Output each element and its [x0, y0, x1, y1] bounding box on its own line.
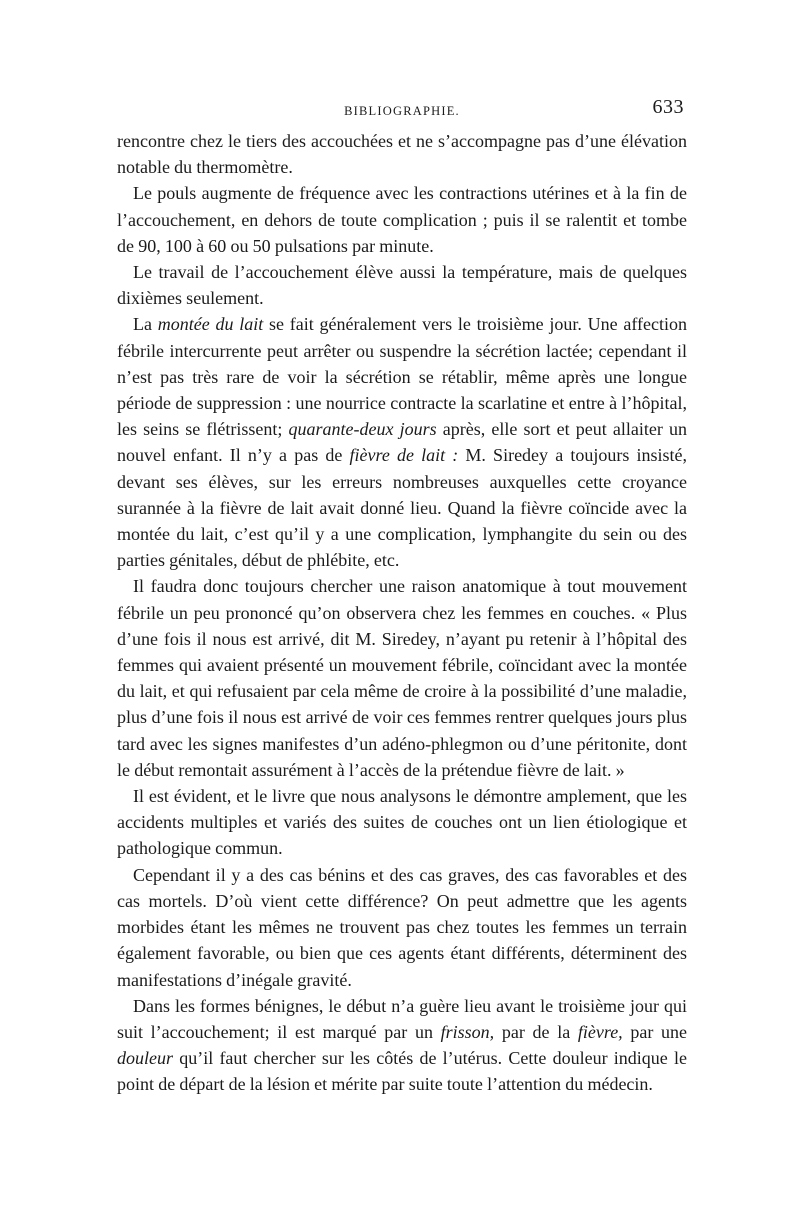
paragraph-labor-temperature	[117, 259, 687, 311]
italic-run: fièvre,	[577, 1021, 623, 1042]
text-run: M. Siredey a toujours insisté, devant ses élèves, sur les erreurs nombreuses auxquelles cette croyance surannée à la fièvre de lait avait donné lieu. Quand la fièvre coïncide avec la montée du lait, c’est qu’il y a une complication, lymphangite du sein ou des parties génitales, début de phlébite, etc.	[117, 445, 687, 571]
paragraph-continuation	[117, 128, 687, 180]
body-text	[117, 128, 687, 1098]
text-run: par une	[622, 1021, 688, 1042]
paragraph-febrile-movement	[117, 573, 687, 783]
paragraph-benign-forms	[117, 993, 687, 1098]
page-number: 633	[652, 96, 684, 118]
text-run: après, elle sort et peut allaiter un nouvel enfant. Il n’y a pas de	[117, 419, 687, 466]
italic-run: quarante-deux jours	[288, 419, 437, 440]
page-header	[117, 94, 687, 128]
paragraph-milk-letdown	[117, 311, 687, 573]
text-run: Il faudra donc toujours chercher une raison anatomique à tout mouvement fébrile un peu prononcé qu’on observera chez les femmes en couches. « Plus d’une fois il nous est arrivé, dit M. Siredey, n’ayant pu retenir à l’hôpital des femmes qui avaient présenté un mouvement fébrile, coïncidant avec la montée du lait, et qui refusaient par cela même de croire à la possibilité d’une maladie, plus d’une fois il nous est arrivé de voir ces femmes rentrer quelques jours plus tard avec les signes manifestes d’un adéno-phlegmon ou d’une péritonite, dont le début remontait assurément à l’accès de la prétendue fièvre de lait. »	[117, 576, 687, 780]
text-run: se fait généralement vers le troisième jour. Une affection fébrile intercurrente peut arrêter ou suspendre la sécrétion lactée; cependant il n’est pas très rare de voir la sécrétion se rétablir, même après une longue période de suppression : une nourrice contracte la scarlatine et entre à l’hôpital, les seins se flétrissent;	[117, 314, 687, 440]
text-run: Dans les formes bénignes, le début n’a guère lieu avant le troisième jour qui suit l’accouchement; il est marqué par un	[117, 995, 687, 1042]
paragraph-pulse	[117, 180, 687, 259]
document-page	[117, 94, 687, 1098]
text-run: Le pouls augmente de fréquence avec les contractions utérines et à la fin de l’accouchement, en dehors de toute complication ; puis il se ralentit et tombe de 90, 100 à 60 ou 50 pulsations par minute.	[117, 183, 687, 256]
paragraph-common-link	[117, 783, 687, 862]
text-run: La	[133, 314, 158, 335]
text-run: par de la	[494, 1021, 578, 1042]
text-run: Il est évident, et le livre que nous analysons le démontre amplement, que les accidents multiples et variés des suites de couches ont un lien étiologique et pathologique commun.	[117, 786, 687, 859]
italic-run: fièvre de lait :	[349, 445, 459, 466]
running-title: BIBLIOGRAPHIE.	[344, 104, 460, 118]
text-run: qu’il faut chercher sur les côtés de l’utérus. Cette douleur indique le point de départ de la lésion et mérite par suite toute l’attention du médecin.	[117, 1048, 687, 1095]
text-run: Le travail de l’accouchement élève aussi la température, mais de quelques dixièmes seulement.	[117, 262, 687, 309]
italic-run: douleur	[117, 1048, 173, 1069]
text-run: Cependant il y a des cas bénins et des cas graves, des cas favorables et des cas mortels. D’où vient cette différence? On peut admettre que les agents morbides étant les mêmes ne trouvent pas chez toutes les femmes un terrain également favorable, ou bien que ces agents étant différents, déterminent des manifestations d’inégale gravité.	[117, 864, 687, 990]
paragraph-benign-severe	[117, 862, 687, 993]
text-run: rencontre chez le tiers des accouchées et ne s’accompagne pas d’une élévation notable du thermomètre.	[117, 131, 687, 178]
italic-run: frisson,	[440, 1021, 495, 1042]
italic-run: montée du lait	[157, 314, 264, 335]
